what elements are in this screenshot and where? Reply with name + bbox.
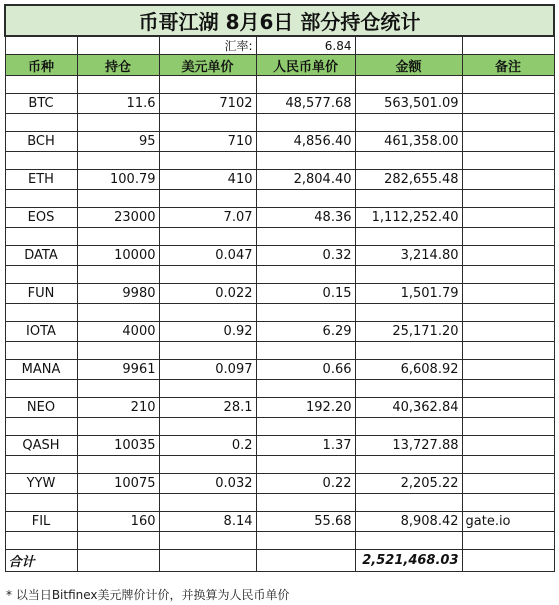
spacer-row (5, 532, 554, 550)
usd-price-cell: 0.2 (159, 436, 256, 456)
title-row (5, 5, 554, 36)
usd-price-cell: 28.1 (159, 398, 256, 418)
amount-cell: 1,501.79 (355, 284, 462, 304)
table-row (5, 94, 554, 114)
coin-cell: FUN (5, 284, 77, 304)
spacer-row (5, 304, 554, 322)
header-note: 备注 (462, 55, 554, 76)
cny-price-cell: 192.20 (256, 398, 355, 418)
table-row (5, 170, 554, 190)
cny-price-cell: 2,804.40 (256, 170, 355, 190)
usd-price-cell: 0.022 (159, 284, 256, 304)
spacer-row (5, 456, 554, 474)
holding-cell: 95 (77, 132, 159, 152)
spacer-row (5, 152, 554, 170)
spacer-row (5, 228, 554, 246)
spacer-row (5, 76, 554, 94)
coin-cell: QASH (5, 436, 77, 456)
holding-cell: 10000 (77, 246, 159, 266)
cny-price-cell: 6.29 (256, 322, 355, 342)
amount-cell: 13,727.88 (355, 436, 462, 456)
exchange-rate-value: 6.84 (256, 36, 355, 55)
usd-price-cell: 710 (159, 132, 256, 152)
page-title: 币哥江湖 8月6日 部分持仓统计 (5, 5, 554, 36)
holding-cell: 10035 (77, 436, 159, 456)
holdings-table (4, 4, 555, 572)
holding-cell: 9961 (77, 360, 159, 380)
usd-price-cell: 0.032 (159, 474, 256, 494)
coin-cell: FIL (5, 512, 77, 532)
holding-cell: 4000 (77, 322, 159, 342)
coin-cell: YYW (5, 474, 77, 494)
amount-cell: 40,362.84 (355, 398, 462, 418)
coin-cell: BCH (5, 132, 77, 152)
amount-cell: 1,112,252.40 (355, 208, 462, 228)
table-row (5, 322, 554, 342)
footnote: * 以当日Bitfinex美元牌价计价，并换算为人民币单价 (6, 588, 290, 602)
coin-cell: ETH (5, 170, 77, 190)
amount-cell: 25,171.20 (355, 322, 462, 342)
coin-cell: EOS (5, 208, 77, 228)
table-row (5, 246, 554, 266)
amount-cell: 8,908.42 (355, 512, 462, 532)
amount-cell: 3,214.80 (355, 246, 462, 266)
spacer-row (5, 342, 554, 360)
usd-price-cell: 0.047 (159, 246, 256, 266)
header-holding: 持仓 (77, 55, 159, 76)
table-row (5, 398, 554, 418)
spacer-row (5, 494, 554, 512)
total-row (5, 550, 554, 572)
amount-cell: 563,501.09 (355, 94, 462, 114)
holding-cell: 160 (77, 512, 159, 532)
total-label: 合计 (5, 550, 77, 572)
amount-cell: 282,655.48 (355, 170, 462, 190)
cny-price-cell: 1.37 (256, 436, 355, 456)
usd-price-cell: 8.14 (159, 512, 256, 532)
coin-cell: IOTA (5, 322, 77, 342)
header-amount: 金额 (355, 55, 462, 76)
note-cell (462, 246, 554, 266)
header-coin: 币种 (5, 55, 77, 76)
header-cny-price: 人民币单价 (256, 55, 355, 76)
usd-price-cell: 7102 (159, 94, 256, 114)
table-row (5, 436, 554, 456)
spacer-row (5, 190, 554, 208)
cny-price-cell: 0.66 (256, 360, 355, 380)
holding-cell: 23000 (77, 208, 159, 228)
table-row (5, 284, 554, 304)
usd-price-cell: 0.097 (159, 360, 256, 380)
note-cell (462, 474, 554, 494)
table-row (5, 132, 554, 152)
coin-cell: NEO (5, 398, 77, 418)
usd-price-cell: 410 (159, 170, 256, 190)
amount-cell: 2,205.22 (355, 474, 462, 494)
coin-cell: DATA (5, 246, 77, 266)
holding-cell: 9980 (77, 284, 159, 304)
table-row (5, 208, 554, 228)
note-cell (462, 94, 554, 114)
cny-price-cell: 0.22 (256, 474, 355, 494)
note-cell (462, 322, 554, 342)
cny-price-cell: 0.15 (256, 284, 355, 304)
note-cell: gate.io (462, 512, 554, 532)
holding-cell: 100.79 (77, 170, 159, 190)
usd-price-cell: 0.92 (159, 322, 256, 342)
header-usd-price: 美元单价 (159, 55, 256, 76)
coin-cell: MANA (5, 360, 77, 380)
exchange-rate-label: 汇率: (159, 36, 256, 55)
holding-cell: 210 (77, 398, 159, 418)
total-amount: 2,521,468.03 (355, 550, 462, 572)
note-cell (462, 170, 554, 190)
note-cell (462, 360, 554, 380)
holding-cell: 11.6 (77, 94, 159, 114)
note-cell (462, 208, 554, 228)
amount-cell: 6,608.92 (355, 360, 462, 380)
table-row (5, 474, 554, 494)
cny-price-cell: 55.68 (256, 512, 355, 532)
header-row (5, 55, 554, 76)
table-row (5, 360, 554, 380)
note-cell (462, 284, 554, 304)
coin-cell: BTC (5, 94, 77, 114)
cny-price-cell: 0.32 (256, 246, 355, 266)
spacer-row (5, 418, 554, 436)
table-row (5, 512, 554, 532)
amount-cell: 461,358.00 (355, 132, 462, 152)
spacer-row (5, 114, 554, 132)
note-cell (462, 436, 554, 456)
cny-price-cell: 48.36 (256, 208, 355, 228)
spacer-row (5, 266, 554, 284)
usd-price-cell: 7.07 (159, 208, 256, 228)
spacer-row (5, 380, 554, 398)
note-cell (462, 132, 554, 152)
cny-price-cell: 4,856.40 (256, 132, 355, 152)
holding-cell: 10075 (77, 474, 159, 494)
note-cell (462, 398, 554, 418)
cny-price-cell: 48,577.68 (256, 94, 355, 114)
exchange-rate-row (5, 36, 554, 55)
